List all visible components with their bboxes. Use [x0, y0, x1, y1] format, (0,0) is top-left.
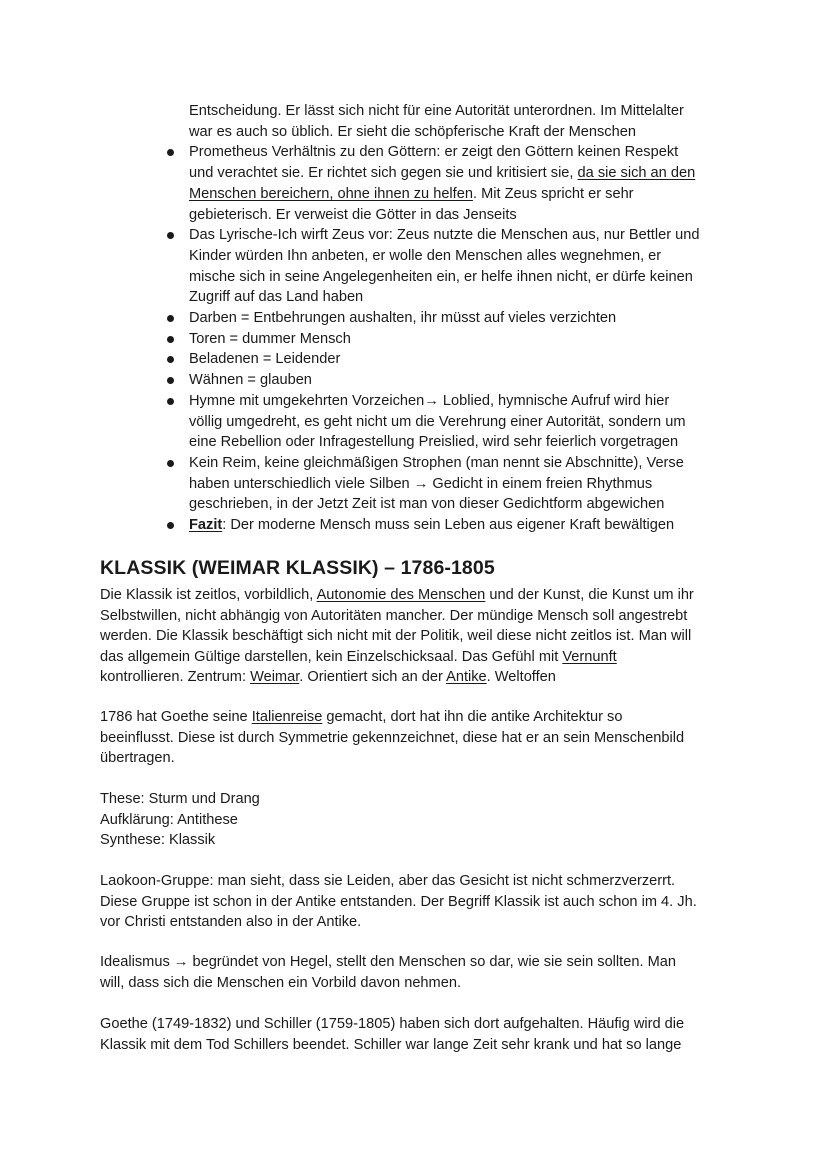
fazit-label: Fazit [189, 517, 223, 534]
paragraph-laokoon: Laokoon-Gruppe: man sieht, dass sie Leiden, aber das Gesicht ist nicht schmerzverzerrt. Diese Gruppe ist schon in der Antike entstanden. Der Begriff Klassik ist auch schon im 4. Jh. vor Christi entstanden also in der Antike. [100, 873, 697, 930]
list-item: Kein Reim, keine gleichmäßigen Strophen (man nennt sie Abschnitte), Verse haben unterschiedlich viele Silben → Gedicht in einem freien Rhythmus geschrieben, in der Jetzt Zeit ist man von dieser Gedichtform abgewichen [163, 453, 733, 515]
list-item: Toren = dummer Mensch [163, 329, 733, 350]
paragraph-idealismus: Idealismus → begründet von Hegel, stellt den Menschen so dar, wie sie sein sollten. Man will, dass sich die Menschen ein Vorbild davon nehmen. [100, 954, 676, 991]
bullet-icon [167, 356, 174, 363]
list-item: Das Lyrische-Ich wirft Zeus vor: Zeus nutzte die Menschen aus, nur Bettler und Kinder würden Ihn anbeten, er wolle den Menschen alles wegnehmen, er mische sich in seine Angelegenheiten ein, er helfe ihnen nicht, er dürfe keinen Zugriff auf das Land haben [163, 225, 733, 308]
list-item: Hymne mit umgekehrten Vorzeichen→ Loblied, hymnische Aufruf wird hier völlig umgedreht, es geht nicht um die Verehrung einer Autorität, sondern um eine Rebellion oder Infragestellung Preislied, wird sehr feierlich vorgetragen [163, 391, 733, 453]
list-item: Beladenen = Leidender [163, 349, 733, 370]
paragraph-these-antithese: These: Sturm und Drang Aufklärung: Antithese Synthese: Klassik [100, 791, 260, 848]
bullet-list [163, 101, 733, 536]
paragraph-italienreise: 1786 hat Goethe seine Italienreise gemacht, dort hat ihn die antike Architektur so beeinflusst. Diese ist durch Symmetrie gekennzeichnet, diese hat er an sein Menschenbild übertragen. [100, 709, 685, 766]
list-item: Wähnen = glauben [163, 370, 733, 391]
section-heading: KLASSIK (WEIMAR KLASSIK) – 1786-1805 [100, 557, 495, 579]
paragraph-klassik-intro: Die Klassik ist zeitlos, vorbildlich, Autonomie des Menschen und der Kunst, die Kunst um ihr Selbstwillen, nicht abhängig von Autoritäten mancher. Der mündige Mensch soll angestrebt werden. Die Klassik beschäftigt sich nicht mit der Politik, weil diese nicht zeitlos ist. Man will das allgemein Gültige darstellen, kein Einzelschicksaal. Das Gefühl mit Vernunft kontrollieren. Zentrum: Weimar. Orientiert sich an der Antike. Weltoffen [100, 587, 694, 685]
bullet-icon [167, 232, 174, 239]
bullet-icon [167, 460, 174, 467]
bullet-icon [167, 522, 174, 529]
list-item: Darben = Entbehrungen aushalten, ihr müsst auf vieles verzichten [163, 308, 733, 329]
list-item: Fazit: Der moderne Mensch muss sein Leben aus eigener Kraft bewältigen [163, 515, 733, 536]
bullet-icon [167, 336, 174, 343]
paragraph-goethe-schiller: Goethe (1749-1832) und Schiller (1759-1805) haben sich dort aufgehalten. Häufig wird die Klassik mit dem Tod Schillers beendet. Schiller war lange Zeit sehr krank und hat so lange [100, 1016, 685, 1053]
list-item: Prometheus Verhältnis zu den Göttern: er zeigt den Göttern keinen Respekt und verachtet sie. Er richtet sich gegen sie und kritisiert sie, da sie sich an den Menschen bereichern, ohne ihnen zu helfen. Mit Zeus spricht er sehr gebieterisch. Er verweist die Götter in das Jenseits [163, 142, 733, 225]
bullet-icon [167, 398, 174, 405]
bullet-icon [167, 377, 174, 384]
bullet-icon [167, 149, 174, 156]
list-item: Entscheidung. Er lässt sich nicht für eine Autorität unterordnen. Im Mittelalter war es auch so üblich. Er sieht die schöpferische Kraft der Menschen [189, 103, 684, 140]
bullet-icon [167, 315, 174, 322]
